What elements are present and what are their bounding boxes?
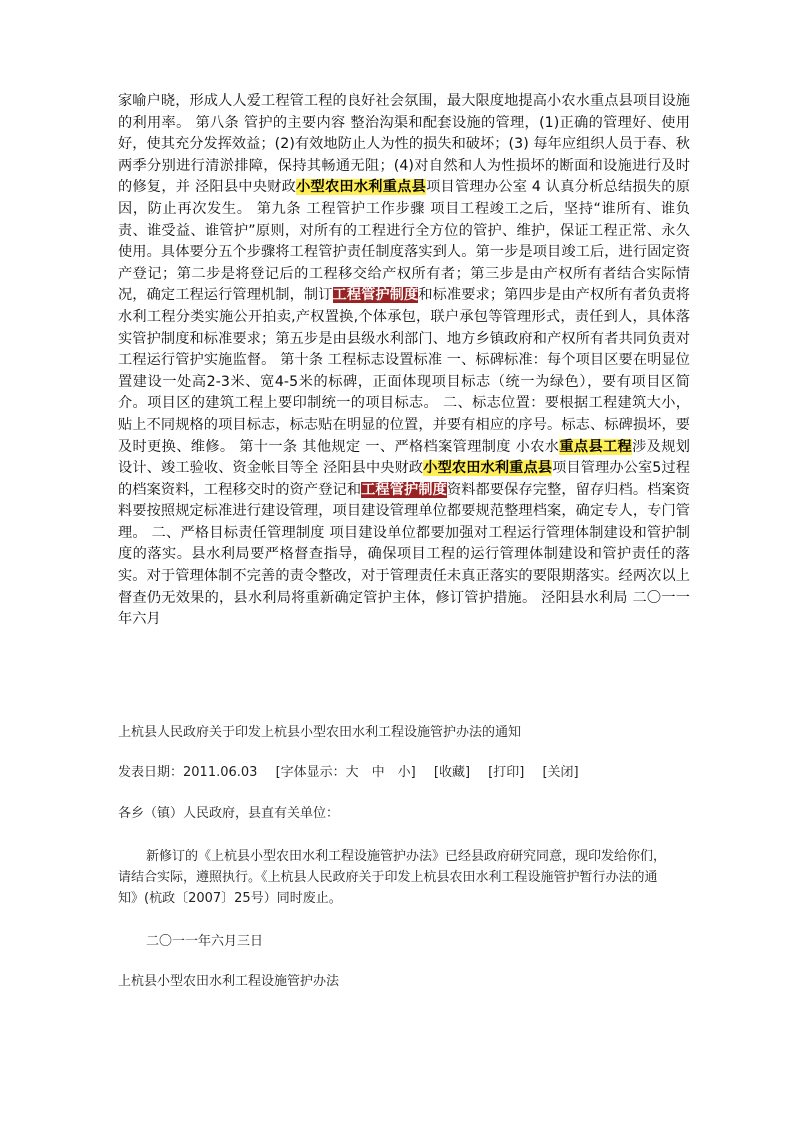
notice-title: 上杭县人民政府关于印发上杭县小型农田水利工程设施管护办法的通知	[118, 725, 522, 740]
text-segment: 和标准要求；第四步是由产权所有者负责将水利工程分类实施公开拍卖,产权置换,个体承包，联户承包等管理形式，责任到人，具体落实管护制度和标准要求；第五步是由县级水利部门、地方乡镇政府和产权所有者共同负责对工程运行管护实施监督。 第十条 工程标志设置标准 一、标碑标准：每个项目区要在明显位置建设一处高2-3米、宽4-5米的标碑，正面体现项目标志（统一为绿色），要有项目区简介。项目区的建筑工程上要印制统一的项目标志。 二、标志位置：要根据工程建筑大小，贴上不同规格的项目标志，标志贴在明显的位置，并要有相应的序号。标志、标碑损坏，要及时更换、维修。 第十一条 其他规定 一、严格档案管理制度 小农水	[118, 287, 690, 455]
article-meta-bar	[118, 763, 678, 783]
close-link[interactable]: [关闭]	[542, 765, 579, 780]
keyword-highlight: 工程管护制度	[332, 287, 419, 304]
publish-date: 发表日期：2011.06.03	[118, 765, 258, 780]
keyword-highlight: 小型农田水利重点县	[296, 179, 427, 196]
article-body-paragraph	[118, 91, 690, 631]
text-segment: 项目管理办公室5过程的档案资料，工程移交时的资产登记和	[118, 460, 691, 498]
document-title: 上杭县小型农田水利工程设施管护办法	[118, 974, 340, 989]
notice-body: 新修订的《上杭县小型农田水利工程设施管护办法》已经县政府研究同意，现印发给你们，请结合实际，遵照执行。《上杭县人民政府关于印发上杭县农田水利工程设施管护暂行办法的通知》(杭政〔2007〕25号）同时废止。	[118, 849, 667, 906]
addressee-line: 各乡（镇）人民政府，县直有关单位：	[118, 806, 340, 821]
keyword-highlight: 小型农田水利重点县	[423, 460, 553, 477]
text-segment: 涉及规划设计、竣工验收、资金帐目等全 泾阳县中央财政	[118, 438, 690, 477]
keyword-highlight: 工程管护制度	[361, 481, 447, 498]
text-segment: 资料都要保存完整，留存归档。档案资料要按照规定标准进行建设管理，项目建设管理单位都要规范整理档案，确定专人，专门管理。 二、严格目标责任管理制度 项目建设单位都要加强对工程运行管理体制建设和管护制度的落实。县水利局要严格督查指导，确保项目工程的运行管理体制建设和管护责任的落实。对于管理体制不完善的责令整改，对于管理责任未真正落实的要限期落实。经两次以上督查仍无效果的，县水利局将重新确定管护主体，修订管护措施。 泾阳县水利局 二〇一一年六月	[118, 481, 690, 628]
text-segment: 项目管理办公室 4 认真分析总结损失的原因，防止再次发生。 第九条 工程管护工作步骤 项目工程竣工之后，坚持“谁所有、谁负责、谁受益、谁管护”原则，对所有的工程进行全方位的管护、维护，保证工程正常、永久使用。具体要分五个步骤将工程管护责任制度落实到人。第一步是项目竣工后，进行固定资产登记；第二步是将登记后的工程移交给产权所有者；第三步是由产权所有者结合实际情况，确定工程运行管理机制，制订	[118, 179, 690, 304]
keyword-highlight: 重点县工程	[559, 438, 633, 455]
text-segment: 家喻户晓，形成人人爱工程管工程的良好社会氛围，最大限度地提高小农水重点县项目设施的利用率。 第八条 管护的主要内容 整治沟渠和配套设施的管理，(1)正确的管理好、使用好，使其充分发挥效益；(2)有效地防止人为性的损失和破坏；(3) 每年应组织人员于春、秋两季分别进行清淤排障，保持其畅通无阻；(4)对自然和人为性损坏的断面和设施进行及时的修复，并 泾阳县中央财政	[118, 93, 690, 196]
favorite-link[interactable]: [收藏]	[433, 765, 471, 780]
font-size-control[interactable]: [字体显示：大 中 小]	[275, 765, 416, 780]
print-link[interactable]: [打印]	[488, 765, 525, 780]
notice-date: 二〇一一年六月三日	[146, 934, 264, 949]
